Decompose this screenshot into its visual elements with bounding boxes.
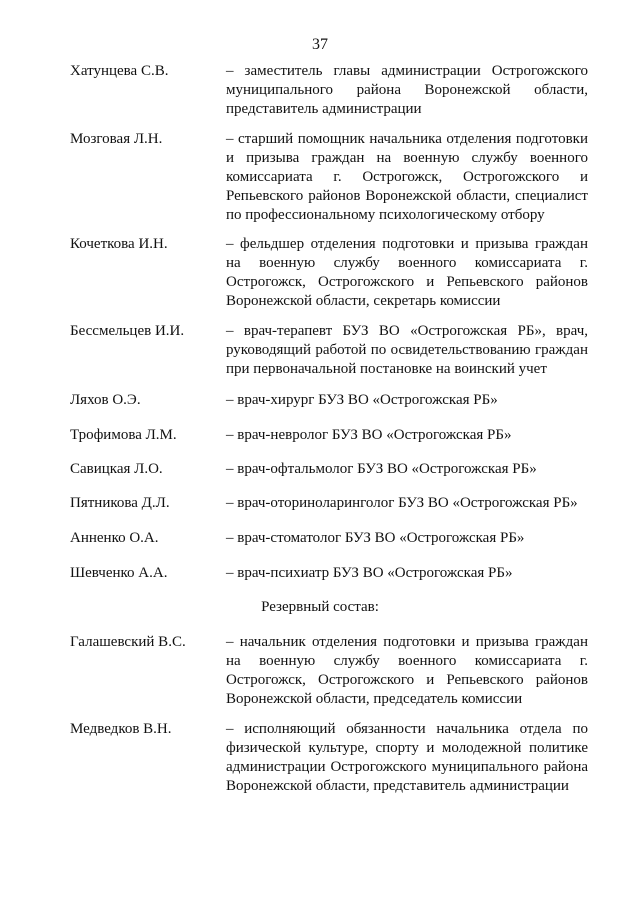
- reserve-section-heading: Резервный состав:: [261, 599, 379, 615]
- member-name: Бессмельцев И.И.: [70, 323, 185, 339]
- member-role: – врач-терапевт БУЗ ВО «Острогожская РБ», врач, руководящий работой по освидетельствованию граждан при первоначальной постановке на воинский учет: [226, 323, 588, 377]
- member-name: Медведков В.Н.: [70, 721, 172, 737]
- member-role: – врач-хирург БУЗ ВО «Острогожская РБ»: [226, 392, 498, 408]
- member-role: – старший помощник начальника отделения подготовки и призыва граждан на военную службу военного комиссариата г. Острогожск, Острогожского и Репьевского районов Воронежской области, специалист по профессиональному психологическому отбору: [226, 131, 588, 223]
- member-name: Шевченко А.А.: [70, 565, 168, 581]
- member-role: – фельдшер отделения подготовки и призыва граждан на военную службу военного комиссариата г. Острогожск, Острогожского и Репьевского районов Воронежской области, секретарь комиссии: [226, 236, 588, 309]
- member-name: Мозговая Л.Н.: [70, 131, 163, 147]
- member-name: Трофимова Л.М.: [70, 427, 177, 443]
- page-number: 37: [312, 36, 328, 53]
- member-role: – исполняющий обязанности начальника отдела по физической культуре, спорту и молодежной политике администрации Острогожского муниципального района Воронежской области, представитель администрации: [226, 721, 588, 794]
- member-role: – врач-стоматолог БУЗ ВО «Острогожская РБ»: [226, 530, 525, 546]
- member-name: Ляхов О.Э.: [70, 392, 141, 408]
- member-role: – врач-офтальмолог БУЗ ВО «Острогожская РБ»: [226, 461, 537, 477]
- member-name: Хатунцева С.В.: [70, 63, 169, 79]
- member-role: – начальник отделения подготовки и призыва граждан на военную службу военного комиссариата г. Острогожск, Острогожского и Репьевского районов Воронежской области, председатель комиссии: [226, 634, 588, 707]
- member-name: Пятникова Д.Л.: [70, 495, 170, 511]
- member-name: Галашевский В.С.: [70, 634, 186, 650]
- member-role: – заместитель главы администрации Острогожского муниципального района Воронежской области, представитель администрации: [226, 63, 588, 117]
- member-name: Кочеткова И.Н.: [70, 236, 168, 252]
- member-name: Савицкая Л.О.: [70, 461, 163, 477]
- member-role: – врач-невролог БУЗ ВО «Острогожская РБ»: [226, 427, 512, 443]
- member-role: – врач-оториноларинголог БУЗ ВО «Острогожская РБ»: [226, 495, 578, 511]
- member-name: Анненко О.А.: [70, 530, 159, 546]
- member-role: – врач-психиатр БУЗ ВО «Острогожская РБ»: [226, 565, 513, 581]
